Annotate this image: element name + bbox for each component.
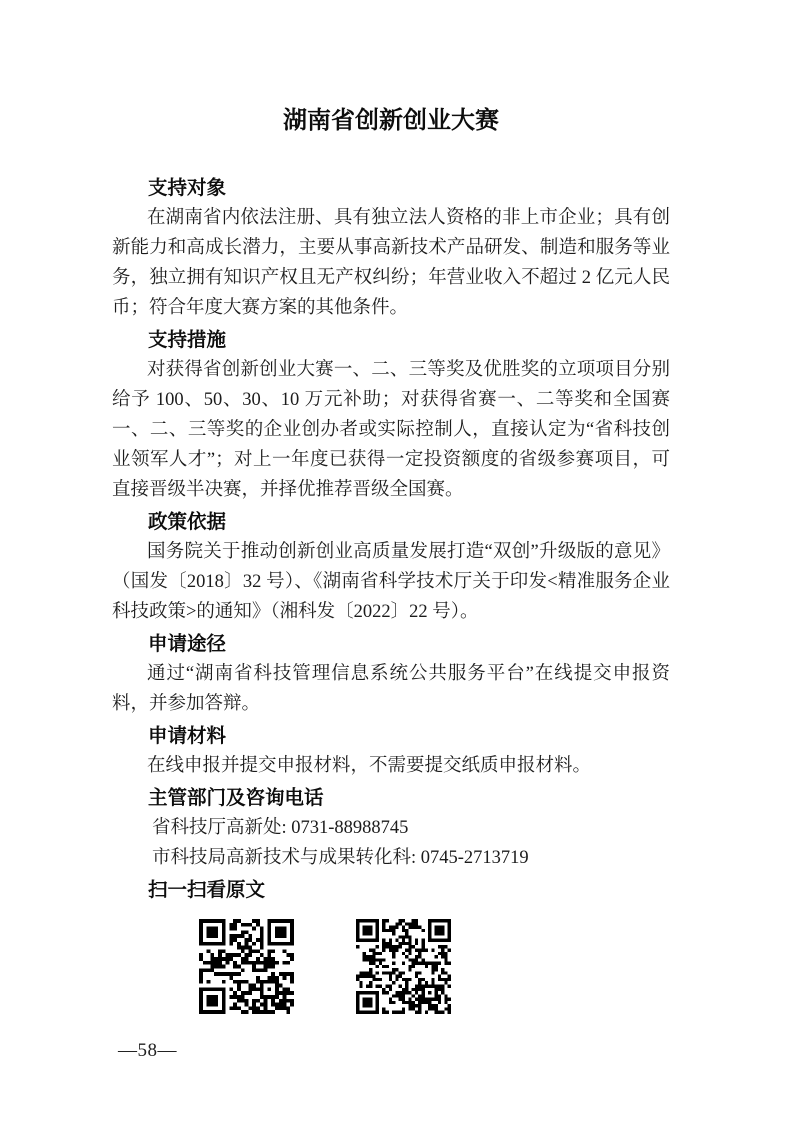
paragraph-policy-basis: 国务院关于推动创新创业高质量发展打造“双创”升级版的意见》（国发〔2018〕32 号）、《湖南省科学技术厅关于印发<精准服务企业科技政策>的通知》（湘科发〔2022〕22 号）。	[112, 542, 670, 622]
page-number: —58—	[118, 1040, 177, 1061]
qr-code-row	[112, 919, 670, 1014]
section-scan-original	[112, 875, 670, 1014]
section-application-channel	[112, 629, 670, 719]
section-heading-application-channel: 申请途径	[148, 633, 227, 655]
section-heading-policy-basis: 政策依据	[148, 511, 227, 533]
section-contacts	[112, 783, 670, 873]
section-heading-scan-original: 扫一扫看原文	[148, 879, 266, 901]
section-policy-basis	[112, 507, 670, 627]
page-title: 湖南省创新创业大赛	[283, 108, 499, 134]
document-content	[112, 95, 670, 1014]
section-heading-contacts: 主管部门及咨询电话	[148, 787, 324, 809]
paragraph-application-channel: 通过“湖南省科技管理信息系统公共服务平台”在线提交申报资料，并参加答辩。	[112, 664, 670, 714]
section-application-materials	[112, 721, 670, 781]
qr-code-right-icon	[356, 919, 451, 1014]
section-heading-application-materials: 申请材料	[148, 725, 227, 747]
contact-line-province: 省科技厅高新处: 0731-88988745	[152, 818, 409, 838]
paragraph-support-target: 在湖南省内依法注册、具有独立法人资格的非上市企业；具有创新能力和高成长潜力，主要从事高新技术产品研发、制造和服务等业务，独立拥有知识产权且无产权纠纷；年营业收入不超过 2 亿元人民币；符合年度大赛方案的其他条件。	[112, 208, 670, 318]
paragraph-application-materials: 在线申报并提交申报材料，不需要提交纸质申报材料。	[147, 756, 592, 776]
qr-code-left-icon	[199, 919, 294, 1014]
section-support-measures	[112, 325, 670, 505]
section-support-target	[112, 173, 670, 323]
paragraph-support-measures: 对获得省创新创业大赛一、二、三等奖及优胜奖的立项项目分别给予 100、50、30、10 万元补助；对获得省赛一、二等奖和全国赛一、二、三等奖的企业创办者或实际控制人，直接认定为“省科技创业领军人才”；对上一年度已获得一定投资额度的省级参赛项目，可直接晋级半决赛，并择优推荐晋级全国赛。	[112, 360, 670, 500]
contact-line-city: 市科技局高新技术与成果转化科: 0745-2713719	[152, 848, 529, 868]
section-heading-support-measures: 支持措施	[148, 329, 227, 351]
section-heading-support-target: 支持对象	[148, 177, 227, 199]
